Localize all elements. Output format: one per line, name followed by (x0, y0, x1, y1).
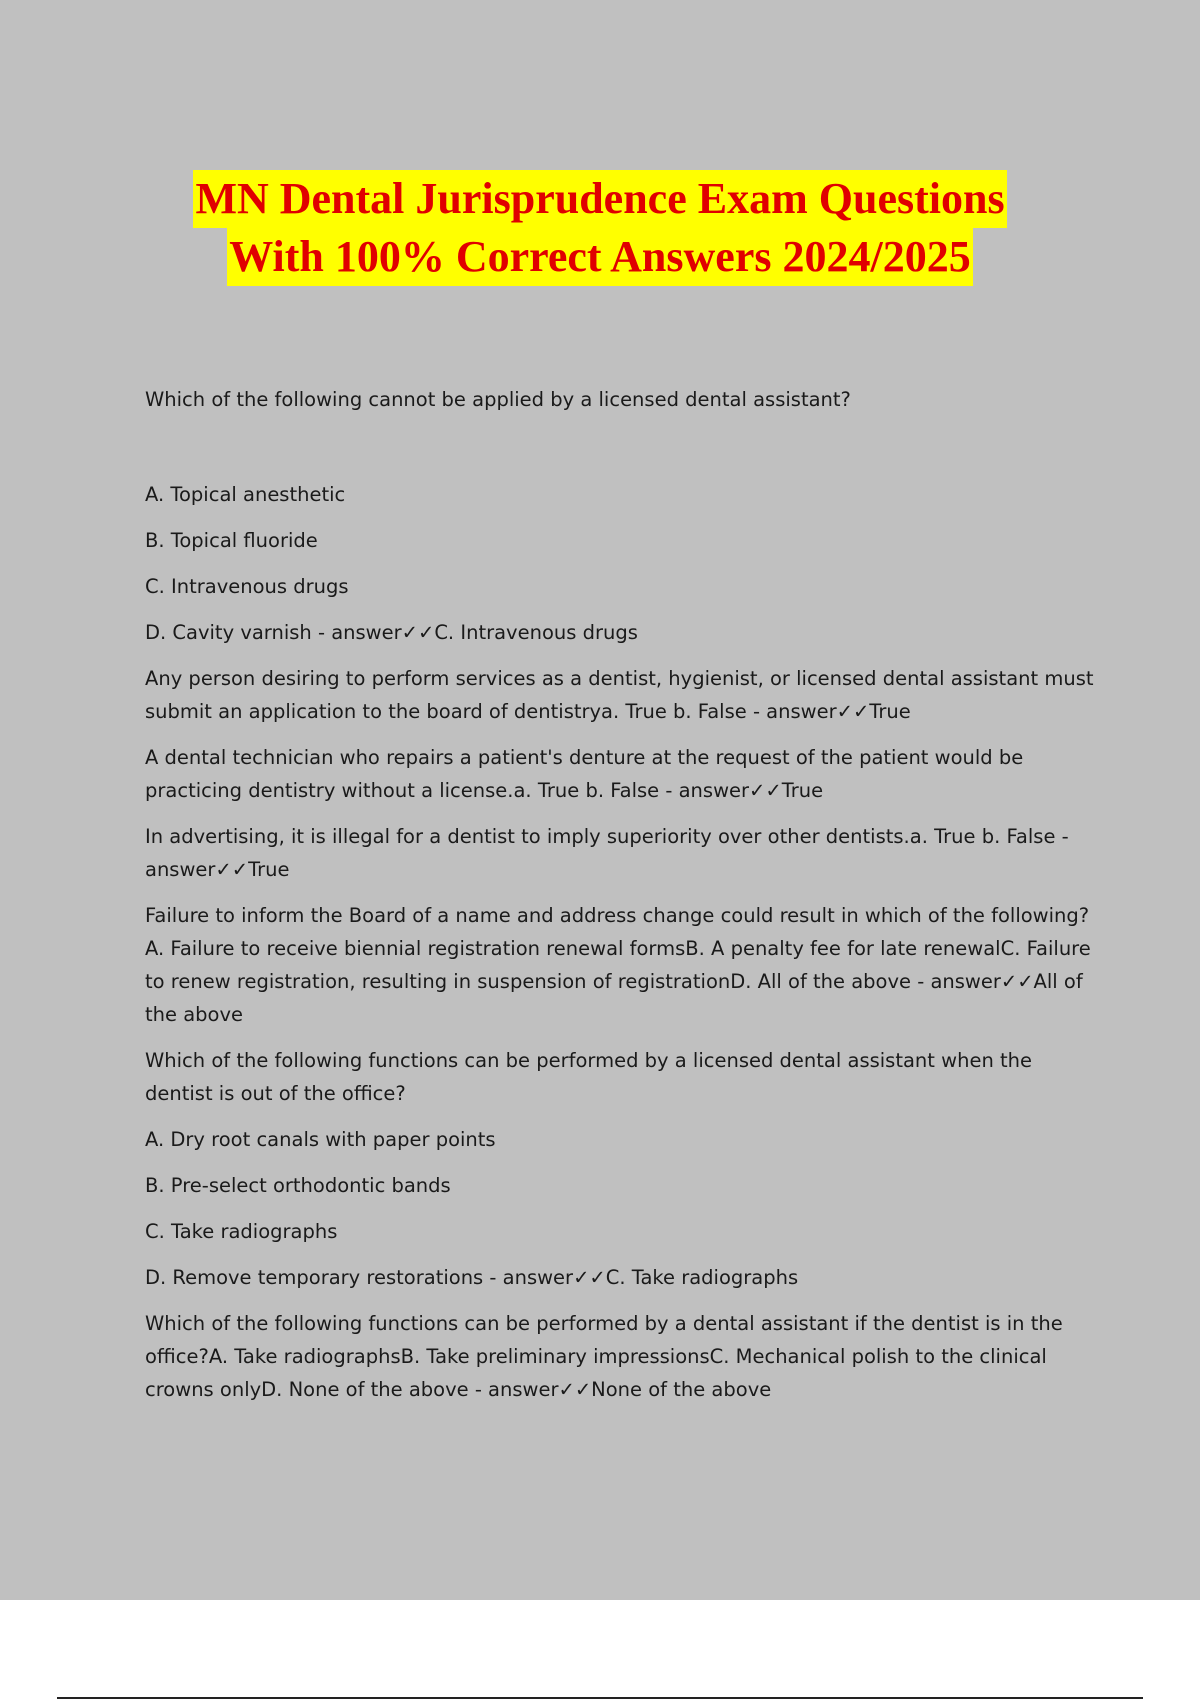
question-2-text: Any person desiring to perform services as a dentist, hygienist, or licensed dental assistant must submit an application to the board of dentistrya. True b. False - answer✓✓True (145, 667, 1094, 723)
question-6-option-a: A. Dry root canals with paper points (145, 1128, 496, 1151)
question-1-option-d-answer: D. Cavity varnish - answer✓✓C. Intravenous drugs (145, 621, 638, 644)
footer-rule (57, 1697, 1143, 1699)
question-6-option-b: B. Pre-select orthodontic bands (145, 1174, 451, 1197)
question-6-option-d-answer: D. Remove temporary restorations - answer✓✓C. Take radiographs (145, 1266, 799, 1289)
question-1-option-b: B. Topical fluoride (145, 529, 318, 552)
question-6-text: Which of the following functions can be performed by a licensed dental assistant when the dentist is out of the office? (145, 1049, 1033, 1105)
question-4-text: In advertising, it is illegal for a dentist to imply superiority over other dentists.a. True b. False - answer✓✓True (145, 825, 1069, 881)
question-6-option-c: C. Take radiographs (145, 1220, 338, 1243)
title-line-1: MN Dental Jurisprudence Exam Questions (193, 170, 1006, 228)
document-title (0, 170, 1200, 286)
question-1-text: Which of the following cannot be applied by a licensed dental assistant? (145, 388, 851, 411)
title-line-2: With 100% Correct Answers 2024/2025 (227, 228, 972, 286)
document-body (145, 383, 1095, 1406)
question-1-option-a: A. Topical anesthetic (145, 483, 346, 506)
question-7-text: Which of the following functions can be performed by a dental assistant if the dentist is in the office?A. Take radiographsB. Take preliminary impressionsC. Mechanical polish to the clinical crowns onlyD. None of the above - answer✓✓None of the above (145, 1312, 1063, 1401)
question-3-text: A dental technician who repairs a patient's denture at the request of the patient would be practicing dentistry without a license.a. True b. False - answer✓✓True (145, 746, 1024, 802)
question-1-option-c: C. Intravenous drugs (145, 575, 349, 598)
question-5-text: Failure to inform the Board of a name and address change could result in which of the following?A. Failure to receive biennial registration renewal formsB. A penalty fee for late renewalC. Failure to renew registration, resulting in suspension of registrationD. All of the above - answer✓✓All of the above (145, 904, 1091, 1026)
